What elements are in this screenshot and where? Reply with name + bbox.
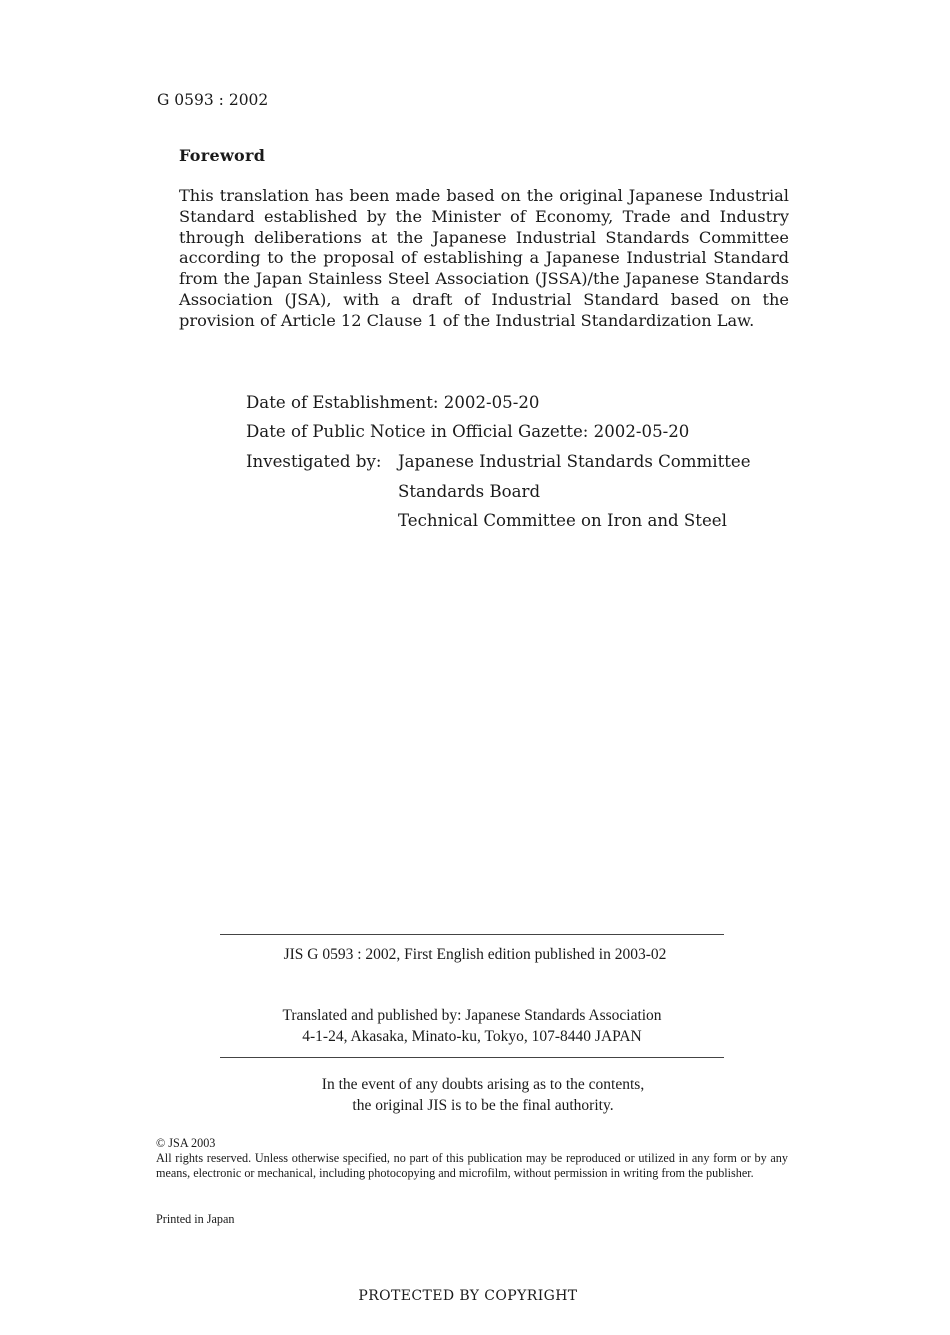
- investigated-label: Investigated by:: [246, 452, 382, 471]
- investigator-line: Standards Board: [398, 482, 541, 501]
- authority-note-line: In the event of any doubts arising as to the contents,: [321, 1076, 645, 1093]
- publisher-line: Translated and published by: Japanese Standards Association: [282, 1007, 662, 1024]
- foreword-heading: Foreword: [179, 146, 266, 165]
- rights-statement: All rights reserved. Unless otherwise specified, no part of this publication may be reproduced or utilized in any form or by any means, electronic or mechanical, including photocopying and microfilm, without permission in writing from the publisher.: [156, 1151, 788, 1181]
- printed-in: Printed in Japan: [156, 1212, 235, 1226]
- publisher-block: [0, 1005, 944, 1047]
- establishment-date: Date of Establishment: 2002-05-20: [246, 393, 540, 412]
- document-id: G 0593 : 2002: [157, 91, 269, 109]
- publisher-address: 4-1-24, Akasaka, Minato-ku, Tokyo, 107-8440 JAPAN: [302, 1028, 642, 1045]
- edition-line: JIS G 0593 : 2002, First English edition published in 2003-02: [283, 946, 667, 963]
- copyright-block: [156, 1136, 788, 1182]
- authority-note: [0, 1074, 950, 1116]
- protected-watermark: PROTECTED BY COPYRIGHT: [358, 1288, 578, 1304]
- foreword-paragraph: This translation has been made based on the original Japanese Industrial Standard established by the Minister of Economy, Trade and Industry through deliberations at the Japanese Industrial Standards Committee according to the proposal of establishing a Japanese Industrial Standard from the Japan Stainless Steel Association (JSSA)/the Japanese Standards Association (JSA), with a draft of Industrial Standard based on the provision of Article 12 Clause 1 of the Industrial Standardization Law.: [179, 186, 789, 330]
- authority-note-line: the original JIS is to be the final authority.: [352, 1097, 614, 1114]
- investigator-line: Japanese Industrial Standards Committee: [398, 452, 751, 471]
- divider-bottom: [220, 1057, 724, 1058]
- copyright-notice: © JSA 2003: [156, 1136, 216, 1150]
- investigator-line: Technical Committee on Iron and Steel: [398, 511, 727, 530]
- gazette-date: Date of Public Notice in Official Gazette: 2002-05-20: [246, 422, 690, 441]
- divider-top: [220, 934, 724, 935]
